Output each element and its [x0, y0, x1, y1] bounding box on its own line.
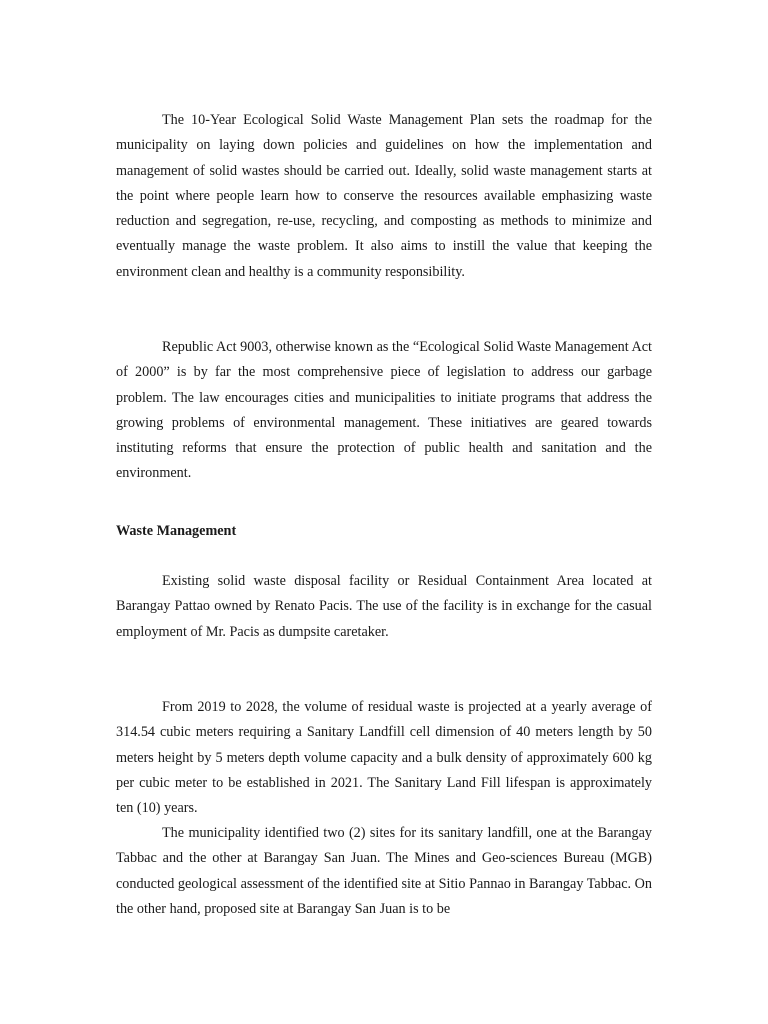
- paragraph-republic-act: Republic Act 9003, otherwise known as the “Ecological Solid Waste Management Act of 2000” is by far the most comprehensive piece of legislation to address our garbage problem. The law encourages cities and municipalities to initiate programs that address the growing problems of environmental management. These initiatives are geared towards instituting reforms that ensure the protection of public health and sanitation and the environment.: [116, 339, 652, 482]
- section-heading-waste-management: Waste Management: [116, 523, 237, 539]
- paragraph-disposal-facility: Existing solid waste disposal facility or Residual Containment Area located at Barangay Pattao owned by Renato Pacis. The use of the facility is in exchange for the casual employment of Mr. Pacis as dumpsite caretaker.: [116, 573, 652, 640]
- paragraph-residual-waste-projection: From 2019 to 2028, the volume of residual waste is projected at a yearly average of 314.54 cubic meters requiring a Sanitary Landfill cell dimension of 40 meters length by 50 meters height by 5 meters depth volume capacity and a bulk density of approximately 600 kg per cubic meter to be established in 2021. The Sanitary Land Fill lifespan is approximately ten (10) years.: [116, 699, 652, 817]
- paragraph-plan-overview: The 10-Year Ecological Solid Waste Management Plan sets the roadmap for the municipality on laying down policies and guidelines on how the implementation and management of solid wastes should be carried out. Ideally, solid waste management starts at the point where people learn how to conserve the resources available emphasizing waste reduction and segregation, re-use, recycling, and composting as methods to minimize and eventually manage the waste problem. It also aims to instill the value that keeping the environment clean and healthy is a community responsibility.: [116, 112, 652, 280]
- paragraph-landfill-sites: The municipality identified two (2) sites for its sanitary landfill, one at the Barangay Tabbac and the other at Barangay San Juan. The Mines and Geo-sciences Bureau (MGB) conducted geological assessment of the identified site at Sitio Pannao in Barangay Tabbac. On the other hand, proposed site at Barangay San Juan is to be: [116, 825, 652, 917]
